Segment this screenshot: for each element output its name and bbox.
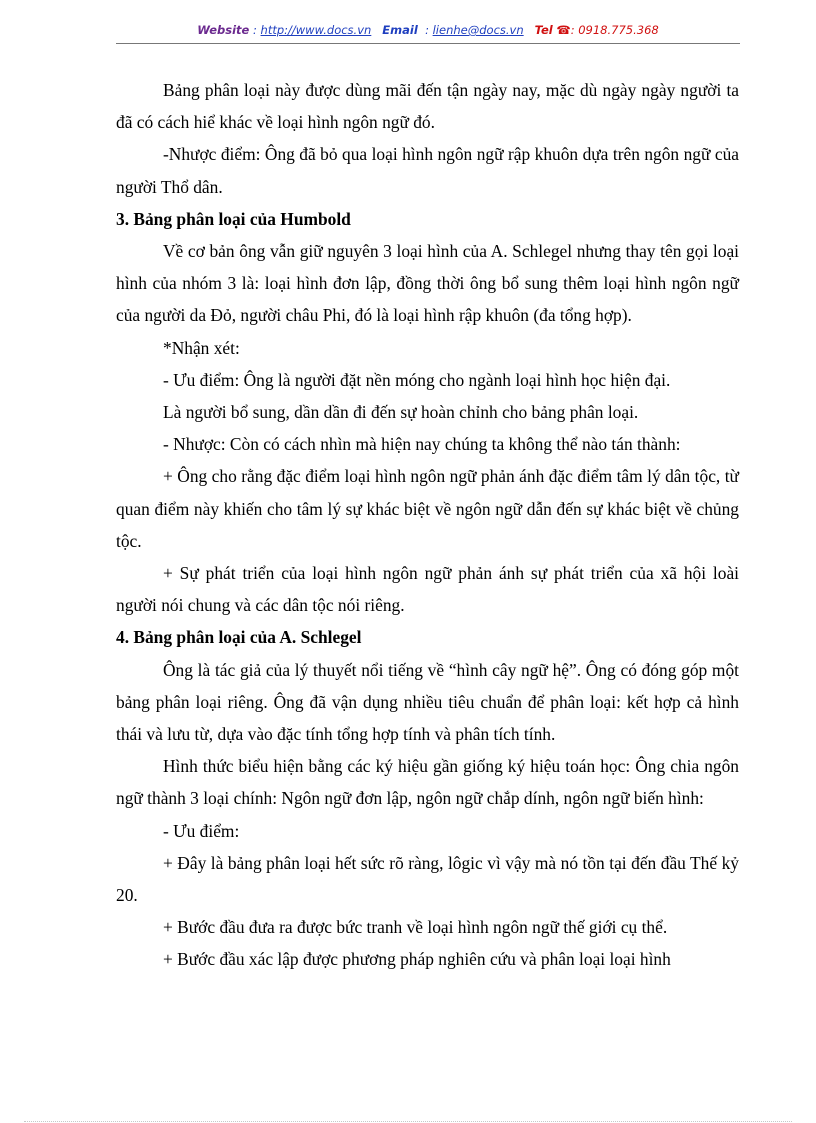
paragraph: - Nhược: Còn có cách nhìn mà hiện nay chúng ta không thể nào tán thành: <box>163 434 681 455</box>
paragraph: + Ông cho rằng đặc điểm loại hình ngôn ngữ phản ánh đặc điểm tâm lý dân tộc, từ quan điểm này khiến cho tâm lý sự khác biệt về ngôn ngữ dẫn đến sự khác biệt về chủng tộc. <box>116 466 739 551</box>
paragraph: + Bước đầu đưa ra được bức tranh về loại hình ngôn ngữ thế giới cụ thể. <box>163 917 668 938</box>
paragraph: + Sự phát triển của loại hình ngôn ngữ phản ánh sự phát triển của xã hội loài người nói chung và các dân tộc nói riêng. <box>116 563 739 616</box>
paragraph: -Nhược điểm: Ông đã bỏ qua loại hình ngôn ngữ rập khuôn dựa trên ngôn ngữ của người Thổ dân. <box>116 144 739 197</box>
website-colon: : <box>253 23 257 37</box>
website-label: Website <box>197 23 250 37</box>
paragraph: + Bước đầu xác lập được phương pháp nghiên cứu và phân loại loại hình <box>163 949 671 970</box>
paragraph: + Đây là bảng phân loại hết sức rõ ràng, lôgic vì vậy mà nó tồn tại đến đầu Thế kỷ 20. <box>116 852 739 906</box>
section-heading: 3. Bảng phân loại của Humbold <box>116 208 351 229</box>
phone-number: : 0918.775.368 <box>570 23 659 37</box>
tel-label: Tel <box>534 23 553 37</box>
page-bottom-border <box>24 1121 792 1122</box>
paragraph: Bảng phân loại này được dùng mãi đến tận ngày nay, mặc dù ngày ngày người ta đã có cách hiể khác về loại hình ngôn ngữ đó. <box>116 80 739 133</box>
header-divider <box>116 43 740 44</box>
paragraph: - Ưu điểm: <box>163 820 240 841</box>
paragraph: Ông là tác giả của lý thuyết nổi tiếng về “hình cây ngữ hệ”. Ông có đóng góp một bảng phân loại riêng. Ông đã vận dụng nhiều tiêu chuẩn để phân loại: kết hợp cả hình thái và lưu từ, dựa vào đặc tính tổng hợp tính và phân tích tính. <box>116 659 739 745</box>
paragraph: Về cơ bản ông vẫn giữ nguyên 3 loại hình của A. Schlegel nhưng thay tên gọi loại hình của nhóm 3 là: loại hình đơn lập, đồng thời ông bổ sung thêm loại hình ngôn ngữ của người da Đỏ, người châu Phi, đó là loại hình rập khuôn (đa tổng hợp). <box>116 241 739 326</box>
section-heading: 4. Bảng phân loại của A. Schlegel <box>116 627 362 648</box>
email-colon: : <box>425 23 429 37</box>
document-body <box>116 74 739 976</box>
website-link[interactable]: http://www.docs.vn <box>260 23 372 37</box>
paragraph: *Nhận xét: <box>163 337 240 358</box>
paragraph: - Ưu điểm: Ông là người đặt nền móng cho ngành loại hình học hiện đại. <box>163 369 671 390</box>
email-label: Email <box>382 23 418 37</box>
phone-icon: ☎ <box>556 23 571 37</box>
email-link[interactable]: lienhe@docs.vn <box>432 23 524 37</box>
paragraph: Hình thức biểu hiện bằng các ký hiệu gần giống ký hiệu toán học: Ông chia ngôn ngữ thành 3 loại chính: Ngôn ngữ đơn lập, ngôn ngữ chắp dính, ngôn ngữ biến hình: <box>116 756 739 809</box>
paragraph: Là người bổ sung, dần dần đi đến sự hoàn chỉnh cho bảng phân loại. <box>163 402 639 423</box>
page-header <box>116 23 740 37</box>
